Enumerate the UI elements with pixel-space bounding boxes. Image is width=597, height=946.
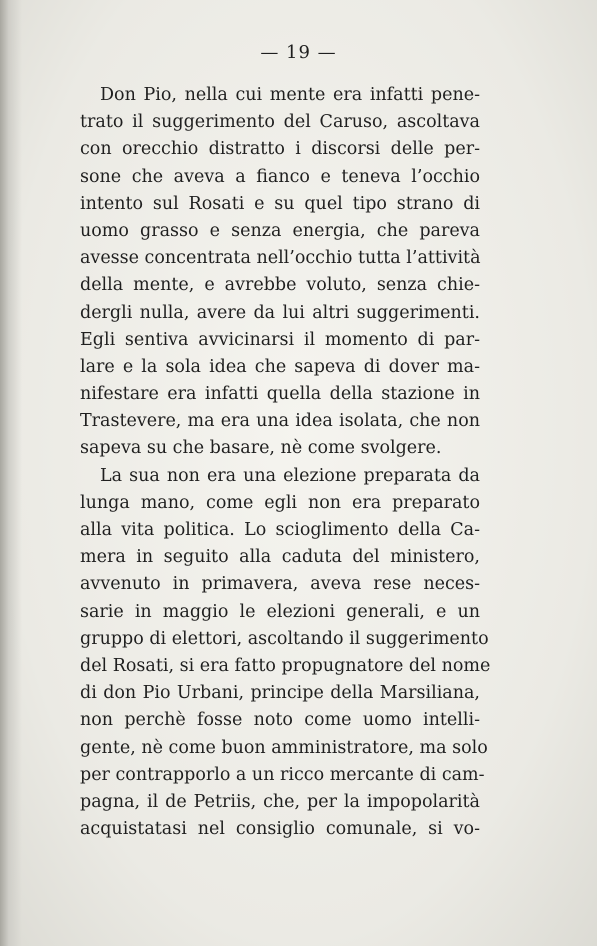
text-line: della mente, e avrebbe voluto, senza chie-	[80, 275, 480, 296]
text-line: gente, nè come buon amministratore, ma solo	[80, 737, 488, 758]
text-line: nifestare era infatti quella della stazione in	[80, 384, 480, 405]
text-line: lunga mano, come egli non era preparato	[80, 492, 480, 513]
text-line: Don Pio, nella cui mente era infatti pene-	[100, 85, 480, 105]
text-line: gruppo di elettori, ascoltando il suggerimento	[80, 628, 489, 649]
text-line: pagna, il de Petriis, che, per la impopolarità	[80, 791, 480, 812]
text-line: per contrapporlo a un ricco mercante di cam-	[80, 764, 485, 785]
text-line: alla vita politica. Lo scioglimento della Ca-	[80, 520, 480, 540]
text-line: dergli nulla, avere da lui altri suggerimenti.	[80, 302, 480, 323]
text-line: sarie in maggio le elezioni generali, e un	[80, 601, 480, 622]
text-line: mera in seguito alla caduta del ministero,	[80, 547, 480, 568]
text-line: sone che aveva a fianco e teneva l’occhio	[80, 166, 480, 187]
text-line: avesse concentrata nell’occhio tutta l’attività	[80, 248, 481, 269]
text-line: avvenuto in primavera, aveva rese neces-	[80, 574, 480, 595]
text-line: La sua non era una elezione preparata da	[100, 465, 480, 486]
text-line: Trastevere, ma era una idea isolata, che non	[80, 411, 480, 432]
text-line: acquistatasi nel consiglio comunale, si vo-	[80, 819, 480, 840]
text-line: non perchè fosse noto come uomo intelli-	[80, 710, 480, 731]
text-line: del Rosati, si era fatto propugnatore del nome	[80, 655, 491, 676]
text-line: uomo grasso e senza energia, che pareva	[80, 220, 480, 241]
page-number: — 19 —	[260, 42, 337, 63]
text-line: intento sul Rosati e su quel tipo strano di	[80, 193, 480, 214]
binding-shadow	[0, 0, 22, 946]
text-line: lare e la sola idea che sapeva di dover ma-	[80, 356, 480, 377]
text-line: con orecchio distratto i discorsi delle per-	[80, 139, 480, 160]
body-text	[80, 82, 491, 843]
text-line: trato il suggerimento del Caruso, ascoltava	[80, 112, 480, 133]
text-line: di don Pio Urbani, principe della Marsiliana,	[80, 683, 480, 704]
text-line: Egli sentiva avvicinarsi il momento di par-	[80, 329, 480, 350]
text-line: sapeva su che basare, nè come svolgere.	[80, 438, 442, 459]
